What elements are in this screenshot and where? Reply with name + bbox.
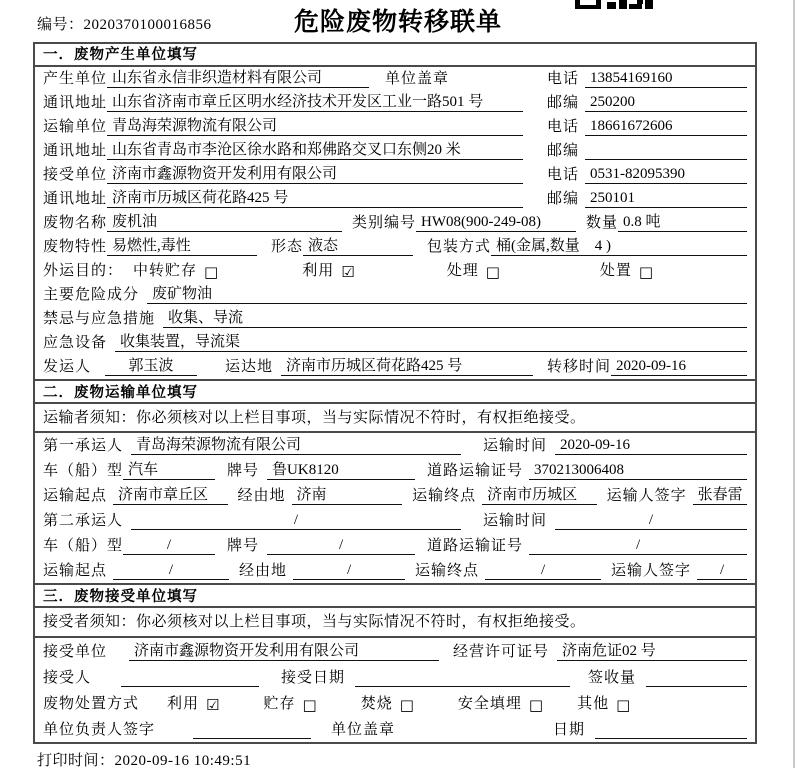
vehicle2-value: / — [123, 537, 215, 555]
dest-value: 济南市历城区荷花路425 号 — [281, 354, 533, 376]
purpose-option-transfer-label: 中转贮存 — [133, 263, 198, 279]
produce-phone-field — [547, 67, 747, 88]
disposal-landfill-checkbox[interactable]: □ — [528, 695, 544, 714]
print-time — [37, 749, 251, 768]
phone-label: 电话 — [547, 71, 580, 87]
receive-phone-value: 0531-82095390 — [585, 166, 747, 184]
transport-unit-value: 青岛海荣源物流有限公司 — [107, 114, 523, 136]
package-label: 包装方式 — [427, 239, 492, 255]
disposal-other-checkbox[interactable]: □ — [616, 695, 631, 714]
hazard-label: 主要危险成分 — [43, 287, 140, 303]
carrier1-value: 青岛海荣源物流有限公司 — [131, 433, 461, 455]
unit-seal-label: 单位盖章 — [331, 722, 396, 738]
road-permit-label: 道路运输证号 — [427, 463, 524, 479]
hazard-value: 废矿物油 — [147, 282, 747, 304]
sign2-value: / — [697, 562, 747, 580]
row-disposal — [35, 690, 755, 716]
plate-label: 牌号 — [227, 538, 260, 554]
row-route1 — [35, 483, 755, 508]
road-permit1-value: 370213006408 — [529, 462, 747, 480]
transport-addr-value: 山东省青岛市李沧区徐水路和郑佛路交叉口东侧20 米 — [107, 138, 523, 160]
disposal-use-label: 利用 — [167, 696, 200, 712]
character-label: 废物特性 — [43, 239, 108, 255]
purpose-use-checkbox[interactable]: ☑ — [341, 262, 355, 281]
receive-phone-field — [547, 163, 747, 184]
phone-label: 电话 — [547, 167, 580, 183]
addr-label: 通讯地址 — [43, 143, 108, 159]
disposal-burn-checkbox[interactable]: □ — [399, 695, 414, 714]
unit-seal-label: 单位盖章 — [385, 71, 450, 87]
receive-unit-label: 接受单位 — [43, 644, 108, 660]
row-leader-sign — [35, 716, 755, 742]
dest1-value: 济南市历城区 — [482, 483, 597, 505]
disposal-use-checkbox[interactable]: ☑ — [206, 695, 220, 714]
sign-qty-label: 签收量 — [588, 670, 637, 686]
row-receive-unit-s3 — [35, 638, 755, 664]
purpose-dispose-checkbox[interactable]: □ — [638, 262, 654, 281]
row-transport-unit — [35, 115, 755, 139]
license-label: 经营许可证号 — [453, 644, 550, 660]
row-vehicle2 — [35, 533, 755, 558]
road-permit2-value: / — [529, 537, 747, 555]
equip-label: 应急设备 — [43, 335, 108, 351]
produce-unit-value: 山东省永信非织造材料有限公司 — [107, 66, 369, 88]
section-receiver-title: 三．废物接受单位填写 — [35, 583, 755, 608]
addr-label: 通讯地址 — [43, 95, 108, 111]
date-label: 日期 — [553, 722, 586, 738]
receiver-notice: 接受者须知：你必须核对以上栏目事项，当与实际情况不符时，有权拒绝接受。 — [35, 608, 755, 638]
receive-zip-value: 250101 — [585, 190, 747, 208]
row-receiver — [35, 664, 755, 690]
receive-unit-s3-value: 济南市鑫源物资开发利用有限公司 — [129, 639, 439, 661]
sign1-value: 张春雷 — [693, 483, 747, 505]
category-label: 类别编号 — [352, 215, 417, 231]
row-taboo — [35, 307, 755, 331]
receiver-value — [121, 669, 259, 687]
trans-time1-value: 2020-09-16 — [555, 437, 747, 455]
receive-unit-label: 接受单位 — [43, 167, 108, 183]
dest-point-label: 运输终点 — [415, 563, 480, 579]
row-produce-unit — [35, 67, 755, 91]
sender-label: 发运人 — [43, 359, 92, 375]
transfer-time-label: 转移时间 — [547, 359, 612, 375]
disposal-label: 废物处置方式 — [43, 696, 140, 712]
transport-zip-value — [585, 142, 747, 160]
category-value: HW08(900-249-08) — [416, 214, 576, 232]
row-receive-unit — [35, 163, 755, 187]
date-value — [595, 721, 747, 739]
receive-addr-value: 济南市历城区荷花路425 号 — [107, 186, 523, 208]
equip-value: 收集装置，导流渠 — [115, 330, 747, 352]
purpose-label: 外运目的： — [43, 263, 124, 279]
receive-date-value — [355, 669, 570, 687]
vehicle1-value: 汽车 — [123, 458, 215, 480]
transport-zip-field — [547, 139, 747, 160]
window-edge-divider — [793, 0, 795, 768]
plate2-value: / — [267, 537, 415, 555]
via-label: 经由地 — [239, 563, 288, 579]
zip-label: 邮编 — [547, 191, 580, 207]
section-producer — [35, 44, 755, 379]
leader-sign-label: 单位负责人签字 — [43, 722, 156, 738]
carrier-sign-label: 运输人签字 — [606, 488, 687, 504]
row-sender — [35, 355, 755, 379]
purpose-option-treat-label: 处理 — [446, 263, 479, 279]
character-value: 易燃性,毒性 — [107, 234, 257, 256]
trans-time-label: 运输时间 — [483, 438, 548, 454]
waste-name-value: 废机油 — [107, 210, 342, 232]
row-route2 — [35, 558, 755, 583]
row-waste-name — [35, 211, 755, 235]
carrier1-label: 第一承运人 — [43, 438, 124, 454]
manifest-form-table — [33, 42, 757, 744]
disposal-other-label: 其他 — [577, 696, 610, 712]
dest-point-label: 运输终点 — [412, 488, 477, 504]
via2-value: / — [293, 562, 405, 580]
print-time-value: 2020-09-16 10:49:51 — [114, 753, 252, 768]
via1-value: 济南 — [292, 483, 403, 505]
row-equip — [35, 331, 755, 355]
carrier2-value: / — [131, 512, 461, 530]
receiver-label: 接受人 — [43, 670, 92, 686]
dest-label: 运达地 — [225, 359, 274, 375]
row-carrier2 — [35, 508, 755, 533]
transporter-notice: 运输者须知：你必须核对以上栏目事项，当与实际情况不符时，有权拒绝接受。 — [35, 404, 755, 433]
zip-label: 邮编 — [547, 143, 580, 159]
qty-value: 0.8 吨 — [618, 210, 747, 232]
row-vehicle1 — [35, 458, 755, 483]
receive-date-label: 接受日期 — [281, 670, 346, 686]
section-receiver — [35, 583, 755, 742]
produce-addr-value: 山东省济南市章丘区明水经济技术开发区工业一路501 号 — [107, 90, 523, 112]
row-transport-addr — [35, 139, 755, 163]
print-time-label: 打印时间： — [37, 753, 115, 768]
section-producer-title: 一．废物产生单位填写 — [35, 44, 755, 67]
produce-unit-label: 产生单位 — [43, 71, 108, 87]
transport-phone-field — [547, 115, 747, 136]
origin-label: 运输起点 — [43, 563, 108, 579]
plate-label: 牌号 — [227, 463, 260, 479]
carrier-sign-label: 运输人签字 — [611, 563, 692, 579]
trans-time-label: 运输时间 — [483, 513, 548, 529]
waste-name-label: 废物名称 — [43, 215, 108, 231]
taboo-label: 禁忌与应急措施 — [43, 311, 156, 327]
license-value: 济南危证02 号 — [557, 639, 747, 661]
taboo-value: 收集、导流 — [163, 306, 747, 328]
row-carrier1 — [35, 433, 755, 458]
sender-value: 郭玉波 — [105, 354, 197, 376]
transfer-time-value: 2020-09-16 — [611, 358, 747, 376]
carrier2-label: 第二承运人 — [43, 513, 124, 529]
page-title: 危险废物转移联单 — [293, 8, 502, 36]
document-number-value: 2020370100016856 — [83, 17, 212, 33]
sign-qty-value — [646, 669, 747, 687]
produce-zip-field — [547, 91, 747, 112]
purpose-transfer-checkbox[interactable]: □ — [204, 262, 219, 281]
row-waste-character — [35, 235, 755, 259]
road-permit-label: 道路运输证号 — [427, 538, 524, 554]
origin-label: 运输起点 — [43, 488, 108, 504]
form-value: 液态 — [303, 234, 413, 256]
plate1-value: 鲁UK8120 — [267, 458, 415, 480]
form-label: 形态 — [271, 239, 304, 255]
purpose-treat-checkbox[interactable]: □ — [485, 262, 500, 281]
phone-label: 电话 — [547, 119, 580, 135]
purpose-option-use-label: 利用 — [302, 263, 335, 279]
document-number-label: 编号： — [37, 17, 84, 33]
row-purpose — [35, 259, 755, 283]
disposal-burn-label: 焚烧 — [360, 696, 393, 712]
vehicle-label: 车（船）型 — [43, 538, 124, 554]
dest2-value: / — [485, 562, 601, 580]
row-receive-addr — [35, 187, 755, 211]
via-label: 经由地 — [237, 488, 286, 504]
produce-phone-value: 13854169160 — [585, 70, 747, 88]
purpose-option-dispose-label: 处置 — [599, 263, 632, 279]
zip-label: 邮编 — [547, 95, 580, 111]
origin1-value: 济南市章丘区 — [113, 483, 228, 505]
qty-label: 数量 — [586, 215, 619, 231]
transport-unit-label: 运输单位 — [43, 119, 108, 135]
row-hazard — [35, 283, 755, 307]
disposal-store-label: 贮存 — [263, 696, 296, 712]
disposal-landfill-label: 安全填埋 — [457, 696, 522, 712]
produce-zip-value: 250200 — [585, 94, 747, 112]
disposal-store-checkbox[interactable]: □ — [302, 695, 317, 714]
origin2-value: / — [113, 562, 229, 580]
package-value: 桶(金属,数量 4 ) — [491, 234, 747, 256]
transport-phone-value: 18661672606 — [585, 118, 747, 136]
leader-sign-value — [193, 721, 311, 739]
receive-unit-value: 济南市鑫源物资开发利用有限公司 — [107, 162, 523, 184]
vehicle-label: 车（船）型 — [43, 463, 124, 479]
section-transporter-title: 二．废物运输单位填写 — [35, 379, 755, 404]
section-transporter — [35, 379, 755, 583]
row-produce-addr — [35, 91, 755, 115]
trans-time2-value: / — [555, 512, 747, 530]
receive-zip-field — [547, 187, 747, 208]
qr-code-icon — [575, 0, 655, 10]
addr-label: 通讯地址 — [43, 191, 108, 207]
